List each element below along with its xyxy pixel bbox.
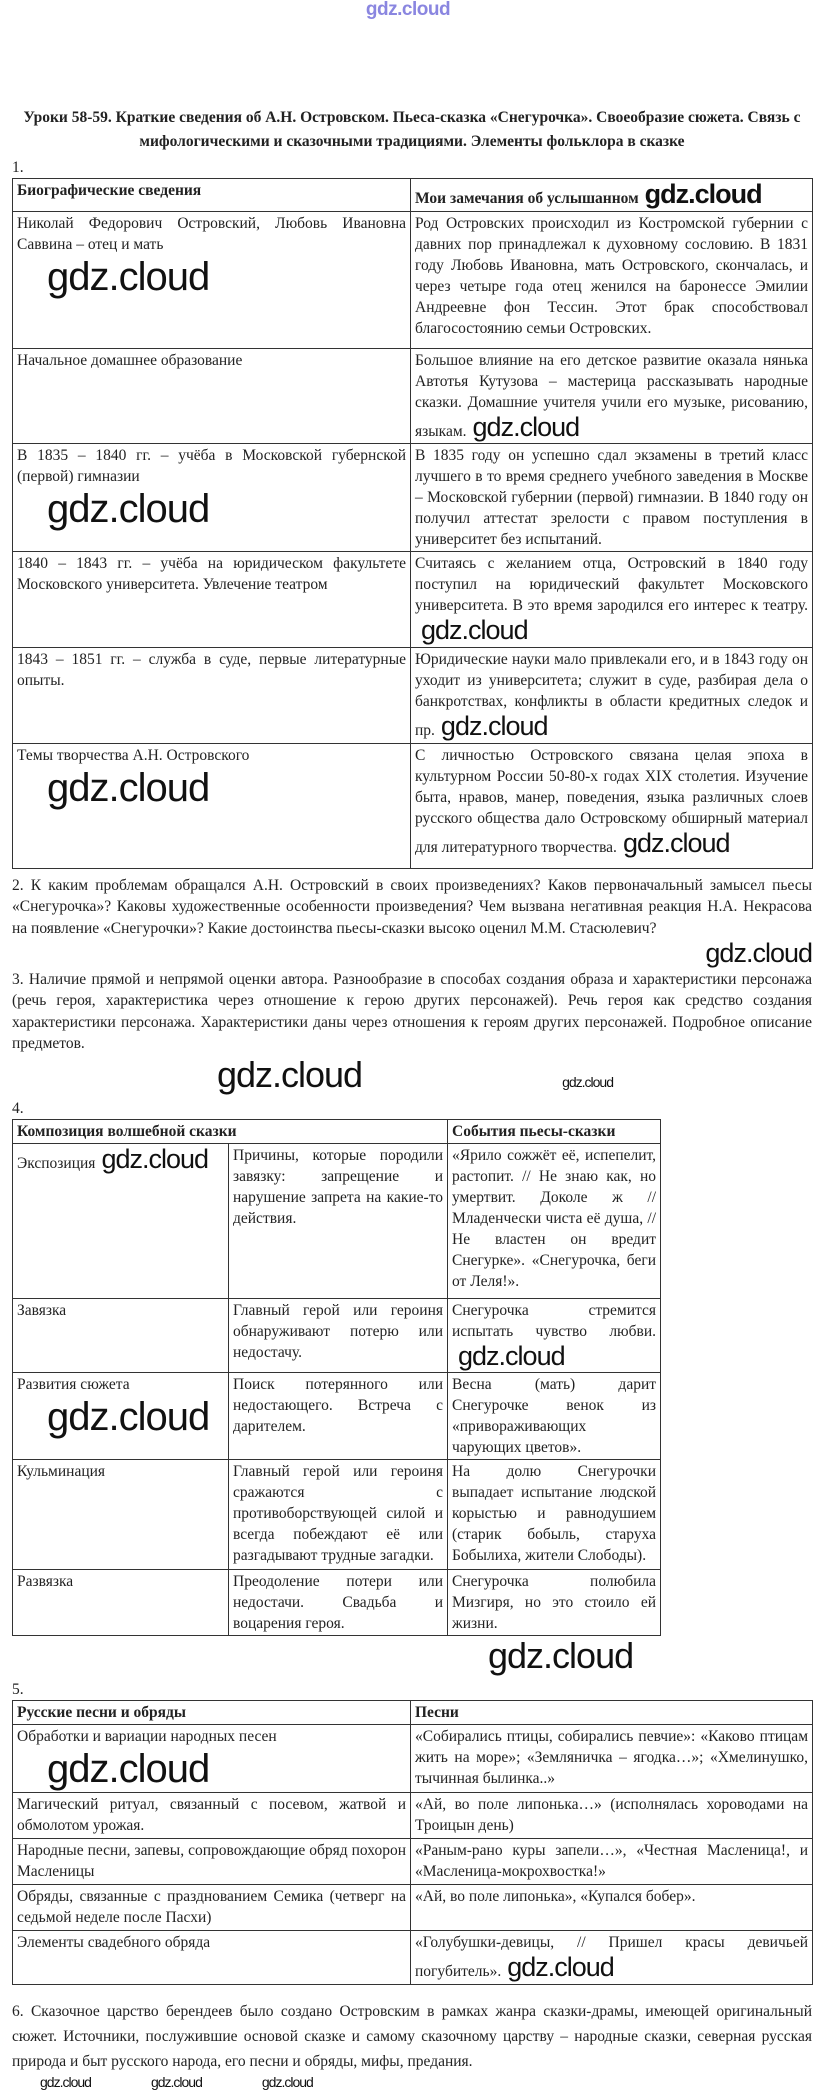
watermark: gdz.cloud — [644, 179, 762, 209]
fairy-tale-composition-table — [12, 1119, 661, 1637]
table-cell-text: Преодоление потери или недостачи. Свадьба и воцарения героя. — [233, 1573, 444, 1633]
watermark: gdz.cloud — [472, 411, 580, 442]
column-header-text: События пьесы-сказки — [452, 1122, 616, 1140]
watermark: gdz.cloud — [488, 1635, 634, 1677]
table-cell — [13, 1460, 229, 1570]
column-header-text: Биографические сведения — [17, 182, 202, 199]
table-row — [13, 1460, 661, 1570]
table-cell — [13, 648, 411, 744]
table-row — [13, 1143, 661, 1298]
watermark: gdz.cloud — [47, 487, 210, 532]
watermark-row — [12, 1636, 812, 1676]
table-cell-text: «Раным-рано куры запели…», «Честная Масленица!, и «Масленица-мокрохвостка!» — [415, 1841, 808, 1880]
watermark: gdz.cloud — [421, 615, 528, 646]
table-cell — [13, 1884, 411, 1930]
table-cell — [13, 1373, 229, 1460]
section-4-number: 4. — [12, 1099, 24, 1117]
watermark: gdz.cloud — [622, 827, 730, 858]
table-row — [13, 552, 813, 648]
watermark: gdz.cloud — [458, 1340, 565, 1371]
table-cell-text: Юридические науки мало привлекали его, и в 1843 году он уходит из университета; служит в суде, разбирая дела о банкротствах, конфликты в области кредитных следок и пр. — [415, 651, 808, 740]
watermark-row — [12, 2074, 812, 2092]
watermark: gdz.cloud — [40, 2073, 91, 2090]
watermark: gdz.cloud — [507, 1951, 614, 1982]
table-row — [13, 743, 813, 868]
table-cell-text: Снегурочка полюбила Мизгиря, но это стоило ей жизни. — [452, 1573, 657, 1633]
table-cell-text: Род Островских происходил из Костромской губернии с давних пор принадлежал к духовному сословию. В 1831 году Любовь Ивановна, мать Островского, скончалась, и через четыре года отец женился на баронессе Эмилии Андреевне фон Тессин. Этот брак способствовал благосостоянию семьи Островских. — [415, 214, 808, 337]
table-cell — [448, 1570, 661, 1636]
table-cell — [448, 1373, 661, 1460]
column-header-text: Композиция волшебной сказки — [17, 1122, 237, 1140]
table-cell — [229, 1143, 448, 1298]
watermark-row — [12, 1055, 812, 1095]
table-cell — [13, 1724, 411, 1792]
table-cell — [411, 348, 813, 444]
table-cell-text: Обработки и вариации народных песен — [17, 1727, 277, 1745]
column-header-text: Русские песни и обряды — [17, 1703, 186, 1721]
table-row — [13, 1373, 661, 1460]
table-header-row — [13, 179, 813, 212]
table-cell — [411, 1792, 813, 1838]
table-cell — [448, 1298, 661, 1373]
table-cell — [411, 648, 813, 744]
watermark: gdz.cloud — [101, 1143, 209, 1174]
table-row — [13, 648, 813, 744]
table-cell-text: Снегурочка стремится испытать чувство любви. — [452, 1301, 657, 1340]
table-cell-text: Причины, которые породили завязку: запрещение и нарушение запрета на какие-то действия. — [233, 1146, 444, 1227]
section-1-number: 1. — [12, 159, 24, 176]
table-row — [13, 1930, 813, 1984]
section-5-number: 5. — [12, 1680, 24, 1698]
page-title: Уроки 58-59. Краткие сведения об А.Н. Островском. Пьеса-сказка «Снегурочка». Своеобразие сюжета. Связь с мифологическими и сказочными традициями. Элементы фольклора в сказке — [23, 109, 801, 150]
table-cell-text: Развязка — [17, 1573, 74, 1591]
table-cell-text: Николай Федорович Островский, Любовь Ивановна Саввина – отец и мать — [17, 214, 406, 253]
table-header-row — [13, 1700, 813, 1724]
table-cell — [411, 444, 813, 552]
table-cell-text: На долю Снегурочки выпадает испытание людской корыстью и равнодушием (старик бобыль, старуха Бобылиха, жители Слободы). — [452, 1463, 657, 1565]
table-cell-text: «Голубушки-девицы, // Пришел красы девичьей погубитель». — [415, 1933, 808, 1980]
table-cell — [13, 552, 411, 648]
table-row — [13, 211, 813, 348]
watermark: gdz.cloud — [150, 2073, 202, 2090]
table-header-row — [13, 1119, 661, 1143]
document — [0, 106, 816, 2092]
watermark: gdz.cloud — [705, 938, 812, 969]
section-3-text: 3. Наличие прямой и непрямой оценки автора. Разнообразие в способах создания образа и характеристики персонажа (речь героя, характеристика через отношение к герою других персонажей). Речь героя как средство создания характеристики персонажа. Характеристики даны через отношения к героям других персонажей. Подробное описание предметов. — [12, 970, 812, 1053]
column-header — [411, 179, 813, 212]
watermark: gdz.cloud — [440, 711, 548, 742]
table-cell — [13, 211, 411, 348]
table-cell-text: «Ай, во поле липонька…» (исполнялась хороводами на Троицын день) — [415, 1795, 808, 1834]
table-cell — [13, 1143, 229, 1298]
column-header-text: Мои замечания об услышанном — [415, 190, 639, 207]
table-cell-text: Развития сюжета — [17, 1376, 130, 1394]
table-cell — [13, 1930, 411, 1984]
table-cell-text: Темы творчества А.Н. Островского — [17, 746, 250, 764]
table-cell — [13, 1298, 229, 1373]
watermark: gdz.cloud — [47, 1395, 210, 1440]
watermark: gdz.cloud — [562, 1073, 614, 1090]
table-cell-text: Считаясь с желанием отца, Островский в 1840 году поступил на юридический факультет Московского университета. В это время зародился его интерес к театру. — [415, 555, 808, 615]
table-cell — [229, 1460, 448, 1570]
table-cell — [411, 552, 813, 648]
table-cell — [448, 1460, 661, 1570]
watermark: gdz.cloud — [216, 1053, 363, 1095]
table-cell-text: Весна (мать) дарит Снегурочке венок из «привораживающих чарующих цветов». — [452, 1376, 657, 1457]
table-cell-text: «Собирались птицы, собирались певчие»: «Каково птицам жить на море»; «Земляничка – ягодка…»; «Хмелинушко, тычинная былинка..» — [415, 1727, 808, 1787]
table-cell — [411, 211, 813, 348]
table-row — [13, 1298, 661, 1373]
section-6-text: 6. Сказочное царство берендеев было создано Островским в рамках жанра сказки-драмы, имеющей оригинальный сюжет. Источники, послужившие основой сказке и самому сказочному царству – народные сказки, северная русская природа и быт русского народа, его песни и обряды, мифы, предания. — [12, 2002, 812, 2070]
table-row — [13, 1884, 813, 1930]
table-cell — [13, 743, 411, 868]
table-cell — [13, 1792, 411, 1838]
table-cell — [411, 1724, 813, 1792]
column-header — [13, 1119, 448, 1143]
table-cell — [411, 1930, 813, 1984]
table-cell-text: Народные песни, запевы, сопровождающие обряд похорон Масленицы — [17, 1841, 406, 1880]
table-row — [13, 444, 813, 552]
watermark: gdz.cloud — [47, 254, 210, 299]
table-cell — [448, 1143, 661, 1298]
column-header — [411, 1700, 813, 1724]
table-cell-text: Элементы свадебного обряда — [17, 1933, 211, 1951]
table-row — [13, 1792, 813, 1838]
table-cell-text: Завязка — [17, 1301, 67, 1319]
table-cell — [229, 1373, 448, 1460]
table-cell-text: С личностью Островского связана целая эпоха в культурном России 50-80-х годах XIX столетия. Изучение быта, нравов, манер, поведения, языка различных слоев русского общества дало Островскому обширный материал для литературного творчества. — [415, 746, 808, 856]
table-cell-text: Магический ритуал, связанный с посевом, жатвой и обмолотом урожая. — [17, 1795, 406, 1834]
table-cell-text: «Ай, во поле липонька», «Купался бобер». — [415, 1887, 696, 1905]
table-cell — [13, 444, 411, 552]
table-cell-text: Главный герой или героиня сражаются с противоборствующей силой и всегда побеждают её или разгадывают трудные загадки. — [233, 1463, 444, 1565]
table-cell — [229, 1298, 448, 1373]
table-cell — [411, 743, 813, 868]
table-cell-text: Большое влияние на его детское развитие оказала нянька Автотья Кутузова – мастерица рассказывать народные сказки. Домашние учителя учили его музыке, рисованию, языкам. — [415, 351, 808, 440]
table-cell — [13, 1838, 411, 1884]
table-cell — [13, 348, 411, 444]
table-cell-text: Начальное домашнее образование — [17, 351, 243, 369]
table-cell — [411, 1838, 813, 1884]
section-2-text: 2. К каким проблемам обращался А.Н. Островский в своих произведениях? Каков первоначальный замысел пьесы «Снегурочка»? Каковы художественные особенности произведения? Чем вызвана негативная реакция Н.А. Некрасова на появление «Снегурочки»? Какие достоинства пьесы-сказки высоко оценил М.М. Стасюлевич? — [12, 876, 812, 937]
table-cell-text: В 1835 году он успешно сдал экзамены в третий класс лучшего в то время среднего учебного заведения в Москве – Московской губернии (первой) гимназии. В 1840 году он получил аттестат зрелости с правом поступления в университет без испытаний. — [415, 447, 808, 549]
watermark-row — [12, 939, 812, 969]
table-cell-text: 1840 – 1843 гг. – учёба на юридическом факультете Московского университета. Увлечение театром — [17, 555, 406, 594]
column-header — [448, 1119, 661, 1143]
watermark: gdz.cloud — [261, 2073, 313, 2090]
table-cell-text: В 1835 – 1840 гг. – учёба в Московской губернской (первой) гимназии — [17, 447, 406, 486]
watermark-top: gdz.cloud — [365, 0, 451, 20]
songs-rituals-table — [12, 1700, 813, 1985]
table-row — [13, 1570, 661, 1636]
table-row — [13, 1838, 813, 1884]
table-cell-text: Главный герой или героиня обнаруживают потерю или недостачу. — [233, 1301, 444, 1361]
table-row — [13, 1724, 813, 1792]
table-row — [13, 348, 813, 444]
table-cell-text: Обряды, связанные с празднованием Семика (четверг на седьмой неделе после Пасхи) — [17, 1887, 406, 1926]
table-cell — [411, 1884, 813, 1930]
table-cell — [13, 1570, 229, 1636]
table-cell-text: Поиск потерянного или недостающего. Встреча с дарителем. — [233, 1376, 444, 1436]
biography-table — [12, 178, 813, 869]
table-cell-text: 1843 – 1851 гг. – служба в суде, первые литературные опыты. — [17, 651, 406, 690]
table-cell-text: «Ярило сожжёт её, испепелит, растопит. // Не знаю как, но умертвит. Доколе ж // Младенчески чиста её душа, // Не властен он вредит Снегурке». «Снегурочка, беги от Леля!». — [452, 1146, 657, 1290]
column-header — [13, 179, 411, 212]
table-cell-text: Кульминация — [17, 1463, 106, 1481]
column-header — [13, 1700, 411, 1724]
watermark: gdz.cloud — [47, 1746, 210, 1791]
table-cell-text: Экспозиция — [17, 1154, 96, 1172]
column-header-text: Песни — [415, 1703, 459, 1721]
watermark: gdz.cloud — [47, 765, 210, 810]
table-cell — [229, 1570, 448, 1636]
